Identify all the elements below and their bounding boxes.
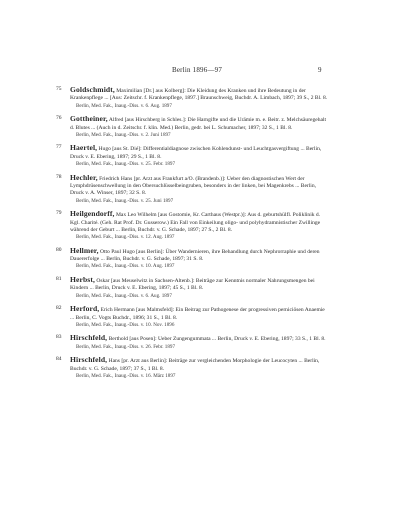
entry-body — [70, 276, 330, 300]
entry-text: Alfred [aus Hirschberg in Schles.]: Die Harngifte und die Urämie m. e. Beitr. z. Melchsäuregehalt d. Blutes ... (Auch in d. Zeitschr. f. klin. Med.) Berlin, gedr. bei L. Schumacher, 1897; 32 S., 1 Bl. 8. — [70, 117, 327, 131]
entry-note: Berlin, Med. Fak., Inaug.-Diss. v. 26. Febr. 1897 — [76, 343, 175, 350]
entry-note: Berlin, Med. Fak., Inaug.-Diss. v. 10. Aug. 1897 — [76, 263, 175, 270]
author-name: Hellmer, — [70, 245, 99, 255]
entry-text: Otto Paul Hugo [aus Berlin]: Über Wandernieren, ihre Behandlung durch Nephrorraphie und deren Dauererfolge ... Berlin, Buchdr. v. G. Schade, 1897; 31 S. 8. — [70, 248, 320, 263]
entry-text: Friedrich Hans [pr. Arzt aus Frankfurt a/O. (Brandenb.)]: Ueber den diagnostischen Wert der Lymphdrüsenschwellung in den Obersuchlüsselbeingruben, besonders in der linken, bei Magenkrebs ... Berlin, Druck v. A. Winser, 1897; 32 S. 8. — [70, 175, 317, 197]
entry-text: Maximilian [Dr.] aus Kolberg]: Die Kleidung des Kranken und ihre Bedeutung in der Krankenpflege ... [Aus: Zeitschr. f. Krankenpflege, 1897.] Braunschweig, Buchdr. A. Limbach, 1897; 39 S., 2 Bl. 8. — [70, 88, 328, 102]
entry-body — [70, 174, 330, 205]
entry-text: Hugo [aus St. Dié]: Differentialdiagnose zwischen Kohlendunst- und Leuchtgasvergiftung ... Berlin, Druck v. E. Ebering, 1897; 29 S., 1 Bl. 8. — [70, 146, 322, 160]
entry-note: Berlin, Med. Fak., Inaug.-Diss. v. 2. Juni 1897 — [76, 131, 171, 138]
entry-text: Berthold [aus Posen]: Ueber Zungengummata ... Berlin, Druck v. E. Ebering, 1897; 33 S., 1 Bl. 8. — [108, 336, 326, 343]
list-item — [56, 276, 330, 300]
entry-number: 80 — [56, 246, 62, 253]
entry-note: Berlin, Med. Fak., Inaug.-Diss. v. 25. Febr. 1897 — [76, 161, 175, 168]
entry-list — [56, 86, 330, 386]
entry-number: 79 — [56, 210, 62, 217]
entry-number: 75 — [56, 86, 62, 92]
list-item — [56, 334, 330, 351]
entry-note: Berlin, Med. Fak., Inaug.-Diss. v. 6. Aug. 1897 — [76, 102, 172, 109]
entry-body — [70, 115, 330, 139]
author-name: Heilgendorff, — [70, 209, 115, 219]
list-item — [56, 305, 330, 329]
page-header — [0, 66, 400, 78]
entry-number: 81 — [56, 276, 62, 282]
author-name: Hirschfeld, — [70, 355, 108, 365]
entry-note: Berlin, Med. Fak., Inaug.-Diss. v. 6. Aug. 1897 — [76, 292, 172, 299]
list-item — [56, 356, 330, 380]
list-item — [56, 210, 330, 241]
entry-body — [70, 144, 330, 168]
list-item — [56, 115, 330, 139]
author-name: Herbst, — [70, 275, 95, 284]
list-item — [56, 174, 330, 205]
entry-note: Berlin, Med. Fak., Inaug.-Diss. v. 16. März 1897 — [76, 373, 176, 379]
entry-text: Erich Hermann [aus Malmsfeld]: Ein Beitrag zur Pathogenese der progressiven perniciösen Anaemie ... Berlin, C. Vogts Buchdr., 1896; 31 S., 1 Bl. 8. — [70, 307, 325, 321]
entry-number: 82 — [56, 305, 62, 312]
entry-number: 84 — [56, 356, 62, 363]
list-item — [56, 86, 330, 110]
entry-body — [70, 247, 330, 271]
entry-text: Oskar [aus Meuselwitz in Sachsen-Altenb.]: Beiträge zur Kenntnis normaler Nahrungsmengen bei Kindern ... Berlin, Druck v. E. Ebering, 1897; 45 S., 1 Bl. 8. — [70, 278, 315, 292]
entry-note: Berlin, Med. Fak., Inaug.-Diss. v. 10. Nov. 1896 — [76, 321, 175, 328]
entry-note: Berlin, Med. Fak., Inaug.-Diss. v. 12. Aug. 1897 — [76, 234, 175, 241]
entry-number: 76 — [56, 115, 62, 122]
running-head: Berlin 1896—97 — [172, 66, 223, 74]
author-name: Hechler, — [70, 172, 98, 182]
list-item — [56, 247, 330, 271]
author-name: Haertel, — [70, 143, 98, 153]
entry-text: Hans [pr. Arzt aus Berlin]: Beiträge zur vergleichenden Morphologie der Leucocyten ... Berlin, Buchdr. v. G. Schade, 1897; 37 S., 1 Bl. 8. — [70, 358, 320, 372]
author-name: Herford, — [70, 304, 100, 314]
entry-body — [70, 305, 330, 329]
author-name: Gottheiner, — [70, 114, 108, 124]
entry-number: 83 — [56, 334, 62, 341]
entry-text: Max Leo Wilhelm [aus Gostomie, Kr. Carthaus (Westpr.)]: Aus d. geburtshülfl. Poliklinik d. Kgl. Charité. (Geh. Rat Prof. Dr. Gusserow.) Ein Fall von Einkeilung oligo- und polyhydramnistischer Zwillinge während der Geburt ... Berlin, Buchdr. v. G. Schade, 1897; 27 S., 2 Bl. 8. — [70, 212, 321, 233]
entry-number: 77 — [56, 144, 62, 151]
entry-note: Berlin, Med. Fak., Inaug.-Diss. v. 25. Juni 1897 — [76, 197, 174, 204]
entry-body — [70, 356, 330, 380]
page-number: 9 — [318, 66, 322, 74]
entry-body — [70, 334, 330, 351]
entry-body — [70, 86, 330, 110]
list-item — [56, 144, 330, 168]
entry-body — [70, 210, 330, 241]
entry-number: 78 — [56, 173, 62, 180]
author-name: Goldschmidt, — [70, 85, 115, 94]
author-name: Hirschfeld, — [70, 333, 108, 343]
